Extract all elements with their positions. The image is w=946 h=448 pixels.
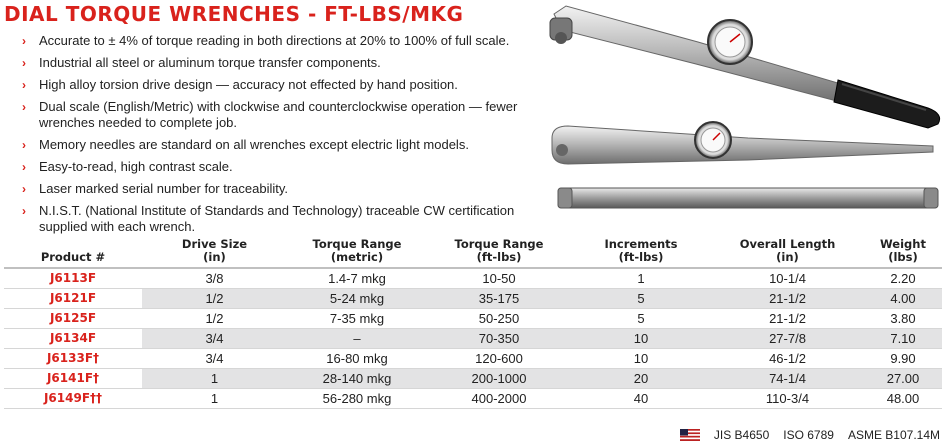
column-header: Torque Range (ft-lbs) (454, 237, 544, 264)
dial-wrench-angled-photo (550, 6, 940, 128)
product-number: J6121F (4, 289, 142, 309)
drive-size: 1 (142, 389, 287, 409)
feature-item: › Laser marked serial number for traceability. (22, 181, 289, 196)
chevron-right-icon: › (22, 182, 26, 196)
torque-range-ftlbs: 400-2000 (427, 389, 571, 409)
feature-list (22, 33, 542, 241)
weight: 48.00 (864, 389, 942, 409)
product-number: J6125F (4, 309, 142, 329)
feature-item: › Accurate to ± 4% of torque reading in both directions at 20% to 100% of full scale. (22, 33, 510, 48)
table-row (4, 389, 942, 409)
chevron-right-icon: › (22, 78, 26, 92)
torque-range-ftlbs: 120-600 (427, 349, 571, 369)
wrench-product-photos (548, 0, 946, 228)
increments: 5 (571, 309, 711, 329)
overall-length: 21-1/2 (711, 289, 864, 309)
overall-length: 21-1/2 (711, 309, 864, 329)
feature-item: › Industrial all steel or aluminum torque transfer components. (22, 55, 381, 70)
product-number: J6113F (4, 268, 142, 289)
torque-range-metric: 7-35 mkg (287, 309, 427, 329)
column-header: Torque Range (metric) (312, 237, 402, 264)
extension-bar-photo (558, 188, 938, 208)
chevron-right-icon: › (22, 160, 26, 174)
weight: 7.10 (864, 329, 942, 349)
page-title: DIAL TORQUE WRENCHES - FT-LBS/MKG (4, 2, 464, 26)
table-row (4, 349, 942, 369)
feature-item: › Memory needles are standard on all wrenches except electric light models. (22, 137, 469, 152)
chevron-right-icon: › (22, 34, 26, 48)
increments: 10 (571, 329, 711, 349)
dial-wrench-straight-photo (552, 122, 933, 164)
feature-item: › N.I.S.T. (National Institute of Standards and Technology) traceable CW certification supplied with each wrench. (22, 203, 515, 234)
increments: 20 (571, 369, 711, 389)
overall-length: 110-3/4 (711, 389, 864, 409)
torque-range-ftlbs: 10-50 (427, 268, 571, 289)
feature-item: › High alloy torsion drive design — accuracy not effected by hand position. (22, 77, 458, 92)
table-row (4, 309, 942, 329)
product-number: J6134F (4, 329, 142, 349)
drive-size: 1 (142, 369, 287, 389)
product-number: J6133F† (4, 349, 142, 369)
standard-jis: JIS B4650 (713, 428, 770, 442)
torque-range-ftlbs: 50-250 (427, 309, 571, 329)
chevron-right-icon: › (22, 204, 26, 218)
increments: 10 (571, 349, 711, 369)
product-number: J6141F† (4, 369, 142, 389)
drive-size: 3/4 (142, 349, 287, 369)
product-number: J6149F†† (4, 389, 142, 409)
feature-item: › Dual scale (English/Metric) with clockwise and counterclockwise operation — fewer wrenches needed to complete job. (22, 99, 518, 130)
torque-range-ftlbs: 35-175 (427, 289, 571, 309)
chevron-right-icon: › (22, 56, 26, 70)
standard-iso: ISO 6789 (783, 428, 834, 442)
column-header: Increments (ft-lbs) (604, 237, 678, 264)
weight: 4.00 (864, 289, 942, 309)
column-header: Weight (lbs) (880, 237, 926, 264)
torque-range-metric: 5-24 mkg (287, 289, 427, 309)
weight: 3.80 (864, 309, 942, 329)
torque-range-ftlbs: 70-350 (427, 329, 571, 349)
drive-size: 3/4 (142, 329, 287, 349)
torque-range-metric: – (287, 329, 427, 349)
increments: 40 (571, 389, 711, 409)
torque-range-ftlbs: 200-1000 (427, 369, 571, 389)
torque-range-metric: 28-140 mkg (287, 369, 427, 389)
table-row (4, 289, 942, 309)
weight: 27.00 (864, 369, 942, 389)
table-row (4, 268, 942, 289)
overall-length: 46-1/2 (711, 349, 864, 369)
increments: 5 (571, 289, 711, 309)
overall-length: 27-7/8 (711, 329, 864, 349)
drive-size: 1/2 (142, 289, 287, 309)
table-header-row (4, 236, 942, 268)
column-header: Overall Length (in) (739, 237, 836, 264)
overall-length: 74-1/4 (711, 369, 864, 389)
weight: 9.90 (864, 349, 942, 369)
us-flag-icon (680, 429, 700, 441)
standard-asme: ASME B107.14M (847, 428, 940, 442)
increments: 1 (571, 268, 711, 289)
column-header: Product # (40, 250, 106, 264)
table-row (4, 369, 942, 389)
torque-range-metric: 56-280 mkg (287, 389, 427, 409)
weight: 2.20 (864, 268, 942, 289)
torque-range-metric: 1.4-7 mkg (287, 268, 427, 289)
drive-size: 3/8 (142, 268, 287, 289)
column-header: Drive Size (in) (181, 237, 248, 264)
drive-size: 1/2 (142, 309, 287, 329)
standards-footer (680, 428, 940, 442)
specifications-table (4, 236, 942, 409)
table-row (4, 329, 942, 349)
chevron-right-icon: › (22, 100, 26, 114)
feature-item: › Easy-to-read, high contrast scale. (22, 159, 233, 174)
chevron-right-icon: › (22, 138, 26, 152)
wrench-illustration (548, 0, 946, 228)
torque-range-metric: 16-80 mkg (287, 349, 427, 369)
overall-length: 10-1/4 (711, 268, 864, 289)
